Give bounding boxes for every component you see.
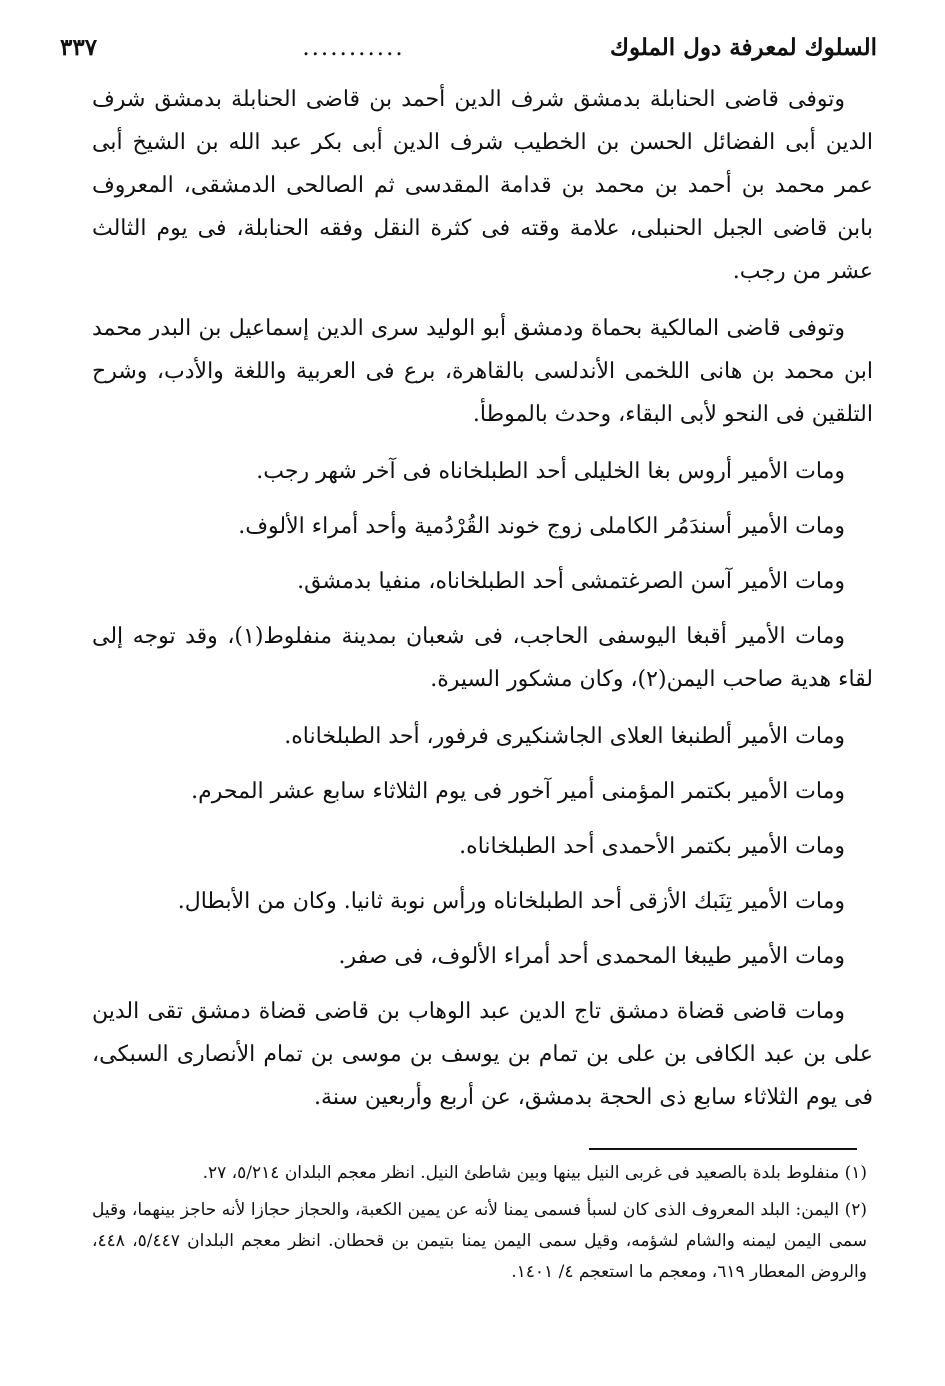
footnote: (١) منفلوط بلدة بالصعيد فى غربى النيل بينها وبين شاطئ النيل. انظر معجم البلدان ٥/٢١٤، ٢٧.	[202, 1163, 867, 1183]
paragraph: ومات قاضى قضاة دمشق تاج الدين عبد الوهاب بن قاضى قضاة دمشق تقى الدين على بن عبد الكافى بن على بن تمام بن يوسف بن موسى بن تمام الأنصارى السبكى، فى يوم الثلاثاء سابع ذى الحجة بدمشق، عن أربع وأربعين سنة.	[92, 999, 874, 1110]
paragraph: ومات الأمير طيبغا المحمدى أحد أمراء الألوف، فى صفر.	[338, 944, 845, 969]
paragraph: ومات الأمير بكتمر الأحمدى أحد الطبلخاناه.	[459, 834, 845, 859]
footnote-separator	[589, 1148, 857, 1150]
paragraph: وتوفى قاضى المالكية بحماة ودمشق أبو الوليد سرى الدين إسماعيل بن البدر محمد ابن محمد بن هانى اللخمى الأندلسى بالقاهرة، برع فى العربية واللغة والأدب، وشرح التلقين فى النحو لأبى البقاء، وحدث بالموطأ.	[92, 316, 873, 427]
page-number: ٣٣٧	[60, 34, 98, 61]
header-leader-dots: ...........	[302, 35, 405, 61]
page-header	[60, 34, 877, 74]
paragraph: ومات الأمير أقبغا اليوسفى الحاجب، فى شعبان بمدينة منفلوط(١)، وقد توجه إلى لقاء هدية صاحب اليمن(٢)، وكان مشكور السيرة.	[92, 624, 873, 692]
paragraph: وتوفى قاضى الحنابلة بدمشق شرف الدين أحمد بن قاضى الحنابلة بدمشق شرف الدين أبى الفضائل الحسن بن الخطيب شرف الدين أبى بكر عبد الله بن الشيخ أبى عمر محمد بن أحمد بن محمد بن قدامة المقدسى ثم الصالحى الدمشقى، المعروف بابن قاضى الجبل الحنبلى، علامة وقته فى كثرة النقل وفقه الحنابلة، فى يوم الثالث عشر من رجب.	[92, 87, 873, 284]
paragraph: ومات الأمير تِنَبك الأزقى أحد الطبلخاناه ورأس نوبة ثانيا. وكان من الأبطال.	[177, 889, 845, 914]
footnotes	[92, 1158, 867, 1294]
paragraph: ومات الأمير أسندَمُر الكاملى زوج خوند القُرْدُمية وأحد أمراء الألوف.	[238, 514, 845, 539]
footnote: (٢) اليمن: البلد المعروف الذى كان لسبأ فسمى يمنا لأنه عن يمين الكعبة، والحجاز حجازا لأنه حاجز بينهما، وقيل سمى اليمن ليمنه والشام لشؤمه، وقيل سمى اليمن يمنا بتيمن بن قحطان. انظر معجم البلدان ٥/٤٤٧، ٤٤٨، والروض المعطار ٦١٩، ومعجم ما استعجم ٤/ ١٤٠١.	[92, 1200, 868, 1282]
paragraph: ومات الأمير آسن الصرغتمشى أحد الطبلخاناه، منفيا بدمشق.	[297, 569, 845, 594]
paragraph: ومات الأمير ألطنبغا العلاى الجاشنكيرى فرفور، أحد الطبلخاناه.	[284, 724, 845, 749]
main-text	[92, 78, 873, 1133]
paragraph: ومات الأمير بكتمر المؤمنى أمير آخور فى يوم الثلاثاء سابع عشر المحرم.	[191, 779, 845, 804]
running-title: السلوك لمعرفة دول الملوك	[609, 34, 877, 61]
paragraph: ومات الأمير أروس بغا الخليلى أحد الطبلخاناه فى آخر شهر رجب.	[256, 459, 845, 484]
